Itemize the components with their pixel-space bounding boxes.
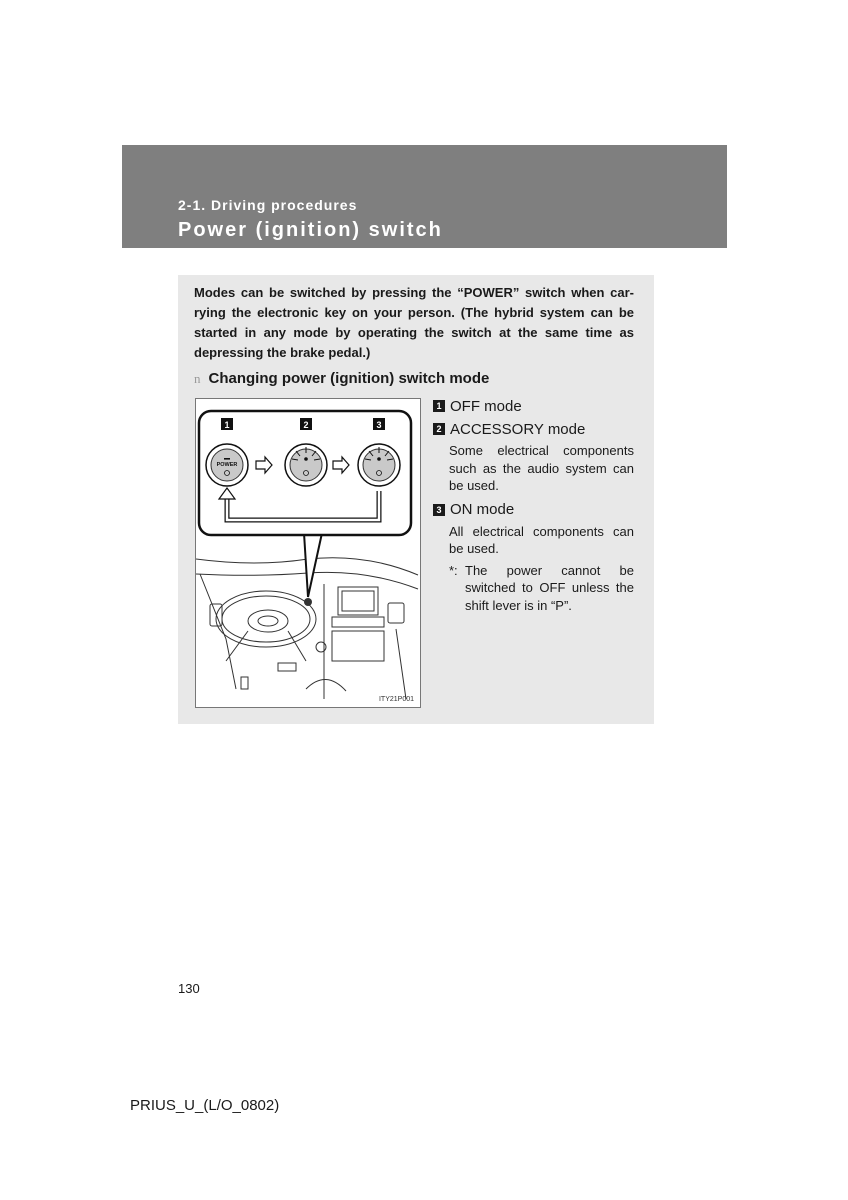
intro-paragraph: Modes can be switched by pressing the “POWER” switch when car-rying the electronic key on your person. (The hybrid system can be started in any mode by operating the switch at the same time as depressing the brake pedal.) [194, 285, 634, 360]
mode-list [433, 395, 634, 614]
subheading-text: Changing power (ignition) switch mode [208, 370, 490, 387]
power-switch-diagram [196, 399, 422, 709]
section-label: 2-1. Driving procedures [178, 197, 358, 213]
power-button-accessory [285, 444, 327, 486]
mode-label: ACCESSORY mode [450, 420, 586, 438]
power-button-off [206, 444, 248, 486]
switch-location-marker [304, 598, 312, 606]
subheading [194, 370, 489, 387]
mode-number-badge: 3 [433, 504, 445, 516]
footnote [449, 562, 634, 615]
chapter-header [122, 145, 727, 248]
page-title: Power (ignition) switch [178, 219, 443, 241]
figure-code: ITY21P001 [378, 696, 414, 703]
dashboard-illustration [195, 398, 421, 708]
mode-label: ON mode [450, 501, 515, 518]
mode-item-off [433, 395, 634, 417]
page-number: 130 [178, 981, 200, 996]
step-1-number: 1 [224, 420, 230, 430]
mode-label: OFF mode [450, 397, 522, 415]
mode-number-badge: 1 [433, 400, 445, 412]
mode-description-accessory: Some electrical components such as the audio system can be used. [449, 443, 634, 493]
content-panel [178, 275, 654, 724]
document-footer: PRIUS_U_(L/O_0802) [130, 1097, 280, 1114]
footnote-marker: *: [449, 562, 458, 578]
mode-description-on: All electrical components can be used. [449, 523, 634, 556]
callout-pointer [304, 533, 322, 597]
step-3-number: 3 [376, 420, 382, 430]
bullet-icon: n [194, 371, 201, 386]
power-button-label: POWER [216, 462, 238, 468]
mode-item-on [433, 499, 634, 521]
mode-item-accessory [433, 418, 634, 440]
footnote-text: The power cannot be switched to OFF unless the shift lever is in “P”. [465, 562, 634, 613]
power-button-on [358, 444, 400, 486]
step-2-number: 2 [303, 420, 309, 430]
mode-number-badge: 2 [433, 423, 445, 435]
